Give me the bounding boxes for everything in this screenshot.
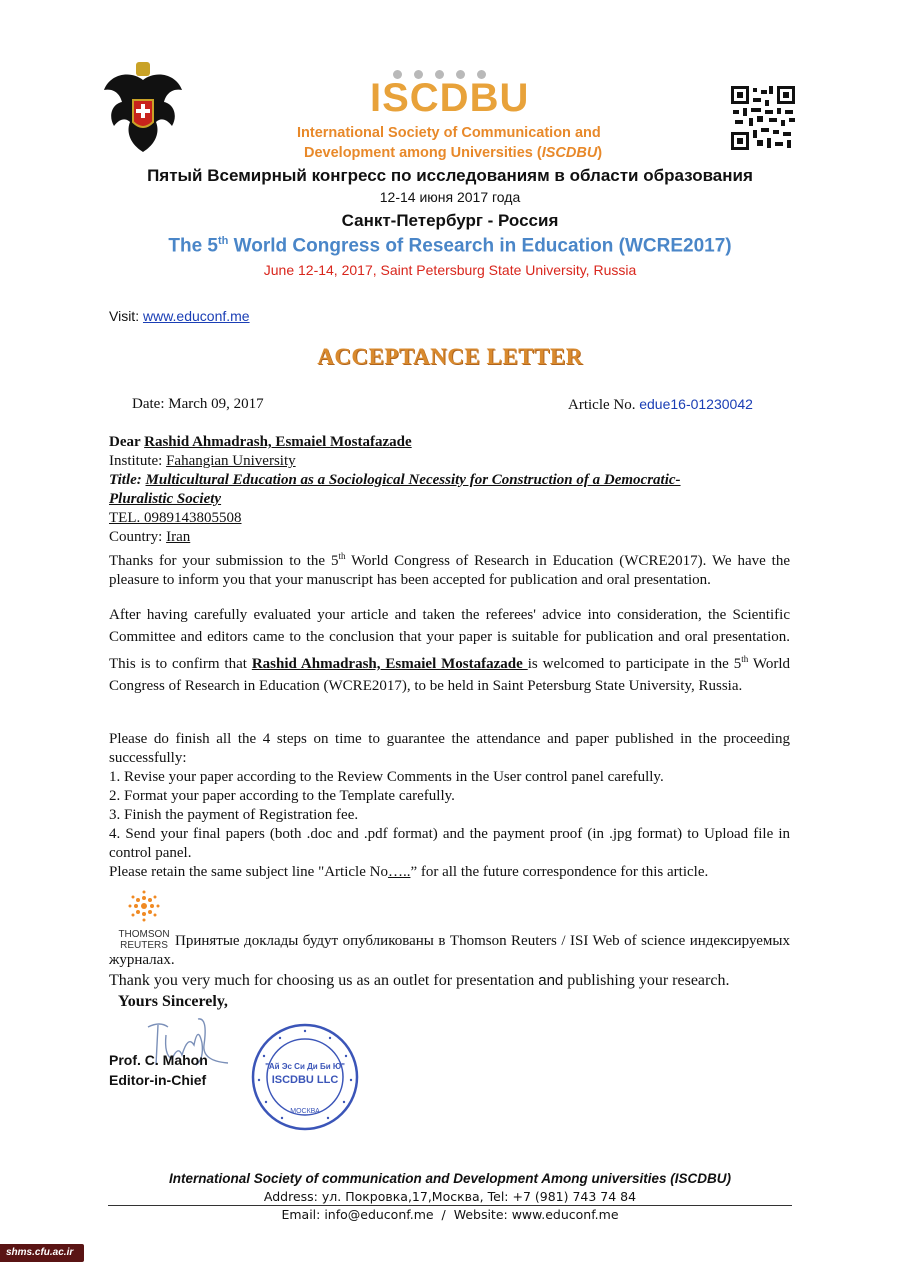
recipient-block bbox=[109, 433, 790, 547]
step-item: 3. Finish the payment of Registration fee. bbox=[109, 807, 359, 823]
company-stamp bbox=[250, 1022, 360, 1132]
paragraph-thanks: Thanks for your submission to the 5th World Congress of Research in Education (WCRE2017). We have the pleasure to inform you that your manuscript has been accepted for publication and oral presentation. bbox=[109, 551, 790, 588]
russian-dates: 12-14 июня 2017 года bbox=[379, 189, 521, 205]
country-line: Country: Iran bbox=[109, 529, 191, 545]
reuters-text: REUTERS bbox=[120, 940, 168, 951]
step-item: 2. Format your paper according to the Template carefully. bbox=[109, 788, 455, 804]
retain-line: Please retain the same subject line "Article No…..” for all the future correspondence for this article. bbox=[109, 864, 709, 880]
letter-title: ACCEPTANCE LETTER bbox=[317, 344, 583, 369]
paragraph-confirmation: After having carefully evaluated your article and taken the referees' advice into consideration, the Scientific Committee and editors came to the conclusion that your paper is suitable for publication and oral presentation. This is to confirm that Rashid Ahmadrash, Esmaiel Mostafazade is welcomed to participate in the 5th World Congress of Research in Education (WCRE2017), to be held in Saint Petersburg State University, Russia. bbox=[109, 607, 790, 694]
coat-of-arms-logo bbox=[100, 60, 186, 160]
iscdbu-logo: ISCDBU bbox=[370, 76, 530, 120]
stamp-text-top: "Ай Эс Си Ди Би Ю" bbox=[265, 1062, 345, 1071]
title-line: Title: Multicultural Education as a Sociological Necessity for Construction of a Democratic- Pluralistic Society bbox=[109, 472, 681, 507]
footer-divider bbox=[108, 1205, 792, 1206]
website-link[interactable]: www.educonf.me bbox=[142, 308, 250, 324]
org-name-line1: International Society of Communication and bbox=[297, 125, 601, 141]
footer-contact: Email: info@educonf.me / Website: www.educonf.me bbox=[281, 1207, 619, 1222]
qr-code[interactable] bbox=[731, 86, 795, 150]
visit-line: Visit: www.educonf.me bbox=[109, 308, 250, 324]
tel-line: TEL. 0989143805508 bbox=[109, 510, 242, 526]
steps-intro: Please do finish all the 4 steps on time to guarantee the attendance and paper published in the proceeding successfully: bbox=[109, 731, 790, 766]
footer-org: International Society of communication and Development Among universities (ISCDBU) bbox=[168, 1171, 732, 1186]
thanks-line: Thank you very much for choosing us as an outlet for presentation and publishing your research. bbox=[109, 972, 730, 989]
closing-line: Yours Sincerely, bbox=[118, 993, 228, 1010]
dear-line: Dear Rashid Ahmadrash, Esmaiel Mostafazade bbox=[109, 434, 412, 450]
footer-address: Address: ул. Покровка,17,Москва, Tel: +7 (981) 743 74 84 bbox=[263, 1189, 637, 1204]
institute-line: Institute: Fahangian University bbox=[109, 453, 296, 469]
signatory-name: Prof. C. Mahon bbox=[109, 1052, 208, 1068]
step-item: 4. Send your final papers (both .doc and .pdf format) and the payment proof (in .jpg format) to Upload file in control panel. bbox=[109, 826, 790, 861]
russian-congress-title: Пятый Всемирный конгресс по исследованиям в области образования bbox=[147, 166, 753, 185]
congress-title: The 5th World Congress of Research in Education (WCRE2017) bbox=[168, 235, 732, 257]
stamp-text-bottom: МОСКВА bbox=[290, 1108, 320, 1115]
watermark-badge bbox=[0, 1244, 84, 1262]
russian-note: Принятые доклады будут опубликованы в Thomson Reuters / ISI Web of science индексируемых журналах. bbox=[109, 933, 790, 968]
article-number: Article No. edue16-01230042 bbox=[568, 396, 753, 413]
watermark-text: shms.cfu.ac.ir bbox=[6, 1247, 74, 1258]
paragraph-steps bbox=[109, 730, 790, 882]
signatory-role: Editor-in-Chief bbox=[109, 1072, 207, 1088]
congress-dates: June 12-14, 2017, Saint Petersburg State University, Russia bbox=[263, 262, 637, 278]
step-item: 1. Revise your paper according to the Review Comments in the User control panel carefully. bbox=[109, 769, 664, 785]
thomson-text: THOMSON bbox=[118, 929, 170, 940]
russian-location: Санкт-Петербург - Россия bbox=[341, 211, 559, 230]
letter-date: Date: March 09, 2017 bbox=[132, 396, 264, 412]
stamp-text-center: ISCDBU LLC bbox=[271, 1074, 339, 1086]
org-name-line2: Development among Universities (ISCDBU) bbox=[304, 145, 603, 161]
